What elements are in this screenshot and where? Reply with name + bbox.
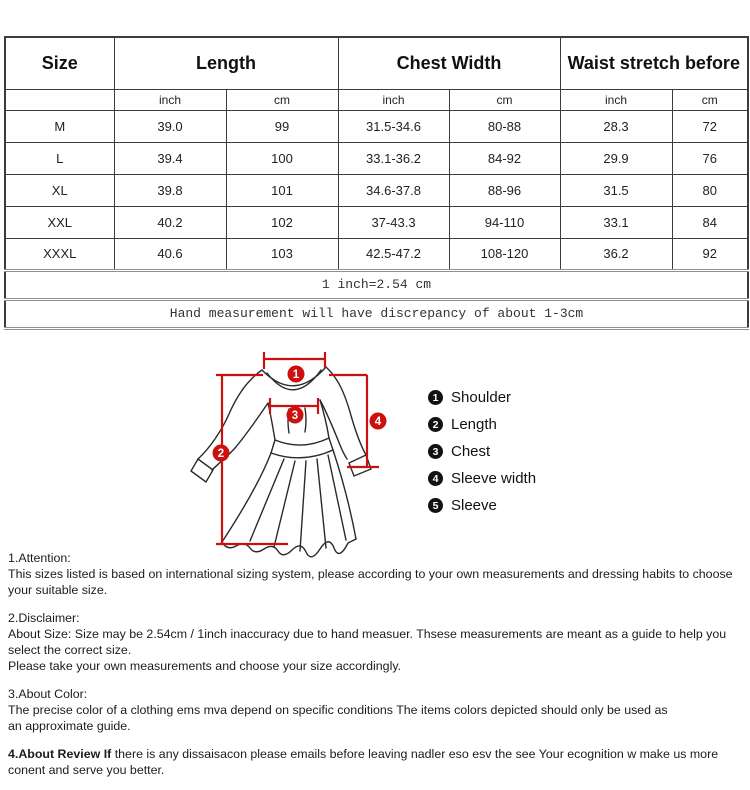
value-cell: 72 xyxy=(672,110,748,142)
value-cell: 102 xyxy=(226,206,338,238)
legend-item-chest xyxy=(428,442,536,461)
legend-label: Sleeve xyxy=(451,497,497,514)
legend-item-length xyxy=(428,415,536,434)
size-cell: XXXL xyxy=(5,238,114,270)
legend-label: Chest xyxy=(451,443,491,460)
table-row xyxy=(5,142,748,174)
about-color-body-line1: The precise color of a clothing ems mva depend on specific conditions The items colors depicted should only be used as xyxy=(8,703,668,717)
value-cell: 36.2 xyxy=(560,238,672,270)
value-cell: 31.5 xyxy=(560,174,672,206)
legend-item-shoulder xyxy=(428,388,536,407)
disclaimer-section xyxy=(8,610,746,674)
size-cell: XXL xyxy=(5,206,114,238)
inch-conversion-note: 1 inch=2.54 cm xyxy=(5,270,748,299)
measurement-discrepancy-note: Hand measurement will have discrepancy of about 1-3cm xyxy=(5,299,748,328)
value-cell: 29.9 xyxy=(560,142,672,174)
unit-cell: inch xyxy=(114,89,226,110)
value-cell: 37-43.3 xyxy=(338,206,449,238)
value-cell: 28.3 xyxy=(560,110,672,142)
value-cell: 84-92 xyxy=(449,142,560,174)
header-length: Length xyxy=(114,37,338,89)
about-color-title: 3.About Color: xyxy=(8,687,88,701)
circled-number-icon: 3 xyxy=(428,444,443,459)
about-review-text: there is any dissaisacon please emails before leaving nadler eso esv the see Your ecognition w make us more xyxy=(111,747,719,761)
marker-number-1: 1 xyxy=(292,369,300,381)
value-cell: 39.4 xyxy=(114,142,226,174)
value-cell: 39.0 xyxy=(114,110,226,142)
table-note-row xyxy=(5,299,748,328)
unit-cell: cm xyxy=(672,89,748,110)
disclaimer-body-line2: Please take your own measurements and choose your size accordingly. xyxy=(8,659,402,673)
value-cell: 92 xyxy=(672,238,748,270)
value-cell: 84 xyxy=(672,206,748,238)
value-cell: 99 xyxy=(226,110,338,142)
table-header-row xyxy=(5,37,748,89)
header-waist-stretch: Waist stretch before xyxy=(560,37,748,89)
value-cell: 34.6-37.8 xyxy=(338,174,449,206)
value-cell: 33.1 xyxy=(560,206,672,238)
legend-label: Length xyxy=(451,416,497,433)
table-units-row xyxy=(5,89,748,110)
size-cell: XL xyxy=(5,174,114,206)
value-cell: 100 xyxy=(226,142,338,174)
value-cell: 42.5-47.2 xyxy=(338,238,449,270)
value-cell: 31.5-34.6 xyxy=(338,110,449,142)
circled-number-icon: 5 xyxy=(428,498,443,513)
table-row xyxy=(5,110,748,142)
value-cell: 108-120 xyxy=(449,238,560,270)
marker-number-3: 3 xyxy=(291,410,299,422)
value-cell: 80 xyxy=(672,174,748,206)
notes-section xyxy=(8,550,746,790)
unit-cell: cm xyxy=(449,89,560,110)
unit-empty-cell xyxy=(5,89,114,110)
circled-number-icon: 2 xyxy=(428,417,443,432)
legend-label: Sleeve width xyxy=(451,470,537,487)
circled-number-icon: 4 xyxy=(428,471,443,486)
legend-item-sleeve-width xyxy=(428,469,536,488)
about-color-body-line2: an approximate guide. xyxy=(8,719,131,733)
dress-diagram xyxy=(165,345,435,570)
attention-section xyxy=(8,550,746,598)
unit-cell: inch xyxy=(560,89,672,110)
diagram-markers xyxy=(213,366,387,462)
value-cell: 33.1-36.2 xyxy=(338,142,449,174)
size-cell: L xyxy=(5,142,114,174)
disclaimer-body-line1: About Size: Size may be 2.54cm / 1inch inaccuracy due to hand measuer. Thsese measurements are meant as a guide to help you select the correct size. xyxy=(8,627,727,657)
about-review-section xyxy=(8,746,746,778)
attention-body: This sizes listed is based on international sizing system, please according to your own measurements and dressing habits to choose your suitable size. xyxy=(8,567,733,597)
about-review-body-line2: conent and serve you better. xyxy=(8,763,165,777)
about-review-title: 4.About Review If xyxy=(8,747,112,761)
header-chest-width: Chest Width xyxy=(338,37,560,89)
value-cell: 80-88 xyxy=(449,110,560,142)
value-cell: 76 xyxy=(672,142,748,174)
measurement-legend xyxy=(428,388,536,515)
value-cell: 40.2 xyxy=(114,206,226,238)
about-color-section xyxy=(8,686,746,734)
value-cell: 40.6 xyxy=(114,238,226,270)
value-cell: 103 xyxy=(226,238,338,270)
value-cell: 94-110 xyxy=(449,206,560,238)
size-table xyxy=(4,36,749,330)
about-review-body-line1 xyxy=(8,746,746,762)
size-cell: M xyxy=(5,110,114,142)
dress-outline xyxy=(191,367,371,557)
table-row xyxy=(5,238,748,270)
circled-number-icon: 1 xyxy=(428,390,443,405)
marker-number-2: 2 xyxy=(217,448,225,460)
header-size: Size xyxy=(5,37,114,89)
attention-title: 1.Attention: xyxy=(8,551,71,565)
dress-measurement-illustration xyxy=(165,345,435,570)
unit-cell: cm xyxy=(226,89,338,110)
table-note-row xyxy=(5,270,748,299)
unit-cell: inch xyxy=(338,89,449,110)
marker-number-4: 4 xyxy=(374,416,382,428)
table-row xyxy=(5,174,748,206)
disclaimer-title: 2.Disclaimer: xyxy=(8,611,80,625)
value-cell: 88-96 xyxy=(449,174,560,206)
value-cell: 39.8 xyxy=(114,174,226,206)
legend-item-sleeve xyxy=(428,496,536,515)
value-cell: 101 xyxy=(226,174,338,206)
table-row xyxy=(5,206,748,238)
legend-label: Shoulder xyxy=(451,389,512,406)
